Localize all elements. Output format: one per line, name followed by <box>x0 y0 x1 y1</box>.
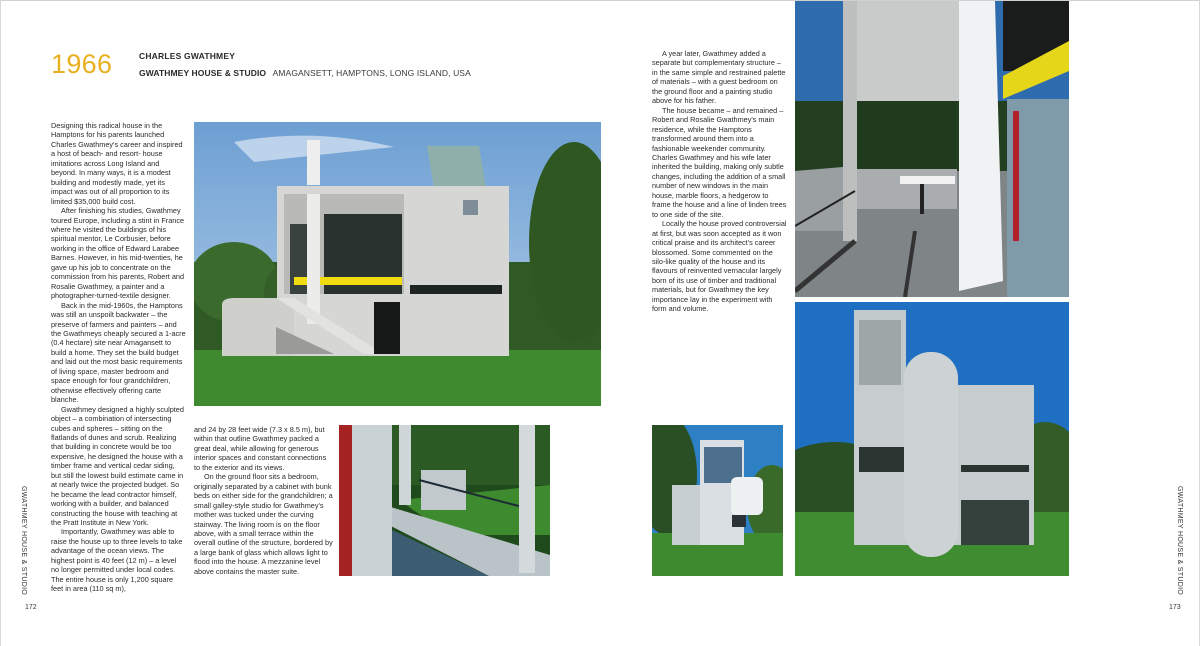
studio-exterior-photo <box>652 425 783 576</box>
paragraph: Gwathmey designed a highly sculpted object – a combination of intersecting cubes and spheres – sitting on the flatlands of dunes and scrub. Realizing that building in concrete would be too expensive, he designed the house with a timber frame and vertical cedar siding, but still the lowest build estimate came in at nearly twice the projected budget. So he became the lead contractor himself, working with a builder, and balanced constructing the house with teaching at the Pratt Institute in New York. <box>51 404 184 528</box>
paragraph: After finishing his studies, Gwathmey toured Europe, including a stint in France where he visited the buildings of his spiritual mentor, Le Corbusier, before working in the office of Edward Larabee Barnes. However, in his mid-twenties, he gave up his job to concentrate on the commission from his parents, Robert and Rosalie Gwathmey, a painter and a photographer-turned-textile designer. <box>51 206 185 301</box>
paragraph: On the ground floor sits a bedroom, originally separated by a cabinet with bunk beds on either side for the grandchildren; a small galley-style studio for Gwathmey's mother was tucked under the curving stairway. The living room is on the floor above, with a small terrace within the overall outline of the structure, bordered by a large bank of glass which allows light to flood into the house. A mezzanine level above contains the master suite. <box>194 472 333 576</box>
house-exterior-photo <box>194 122 601 406</box>
paragraph: Importantly, Gwathmey was able to raise the house up to three levels to take advantage of the ocean views. The highest point is 40 feet (12 m) – a level no longer permitted under local codes. The entire house is only 1,200 square feet in area (110 sq m), <box>51 527 183 594</box>
page-number-right: 173 <box>1169 604 1181 611</box>
paragraph: Designing this radical house in the Hamptons for his parents launched Charles Gwathmey's career and inspired a host of beach- and resort- house imitations across Long Island and beyond. In many ways, it is a modest building and modestly made, yet its impact was out of all proportion to its limited $35,000 build cost. <box>51 121 183 206</box>
project-title <box>139 68 471 78</box>
paragraph: The house became – and remained – Robert and Rosalie Gwathmey's main residence, while the Hamptons transformed around them into a fashionable weekender community. Charles Gwathmey and his wife later inherited the building, making only subtle changes, including the addition of a small number of new windows in the main house, marble floors, a hedgerow to frame the house and a line of linden trees to one side of the site. <box>652 105 787 219</box>
paragraph: Locally the house proved controversial at first, but was soon accepted as it won critical praise and its architect's career blossomed. Some commented on the silo-like quality of the house and its flavours of reinvented vernacular largely born of its use of timber and traditional materials, but for Gwathmey the key importance lay in the experiment with form and volume. <box>652 219 787 314</box>
paragraph: and 24 by 28 feet wide (7.3 x 8.5 m), but within that outline Gwathmey packed a great deal, while allowing for generous interior spaces and constant connections to the exterior and its views. <box>194 425 327 472</box>
paragraph: A year later, Gwathmey added a separate but complementary structure – in the same simple and restrained palette of materials – with a guest bedroom on the ground floor and a painting studio above for his father. <box>652 49 786 106</box>
body-column-3 <box>652 49 787 314</box>
running-head-left: GWATHMEY HOUSE & STUDIO <box>20 486 27 596</box>
body-column-2 <box>194 425 334 576</box>
studio-tower-photo <box>795 302 1069 576</box>
project-name: GWATHMEY HOUSE & STUDIO <box>139 68 267 78</box>
paragraph: Back in the mid-1960s, the Hamptons was still an unspoilt backwater – the preserve of farmers and painters – and the Gwathmeys cheaply secured a 1-acre (0.4 hectare) site near Amagansett to build a home. They set the build budget and laid out the most basic requirements of living space, master bedroom and space enough for four grandchildren, otherwise effectively offering carte blanche. <box>51 300 186 405</box>
running-head-right: GWATHMEY HOUSE & STUDIO <box>1176 486 1183 596</box>
deck-terrace-photo <box>795 1 1069 297</box>
terrace-detail-photo <box>339 425 550 576</box>
body-column-1 <box>51 121 186 594</box>
architect-name: CHARLES GWATHMEY <box>139 51 236 61</box>
page-number-left: 172 <box>25 604 37 611</box>
year-heading: 1966 <box>51 49 113 79</box>
project-location: AMAGANSETT, HAMPTONS, LONG ISLAND, USA <box>272 68 471 78</box>
